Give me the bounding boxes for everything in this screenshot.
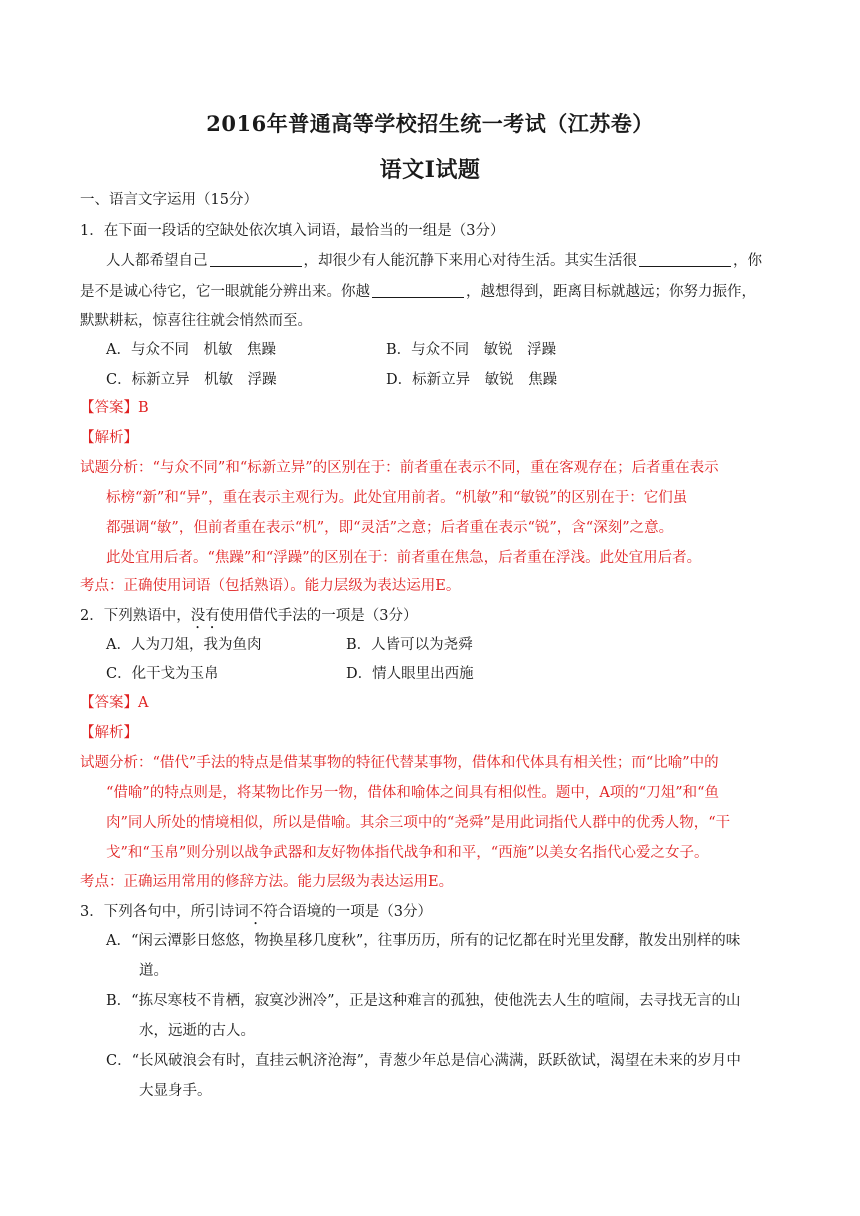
- exam-subtitle: 语文Ⅰ试题: [379, 157, 481, 183]
- q3-option-b-line-2: 水，远逝的古人。: [139, 1023, 255, 1039]
- q1-answer: 【答案】B: [80, 400, 149, 416]
- q1-passage-text: ，你: [733, 253, 762, 269]
- exam-title: 2016年普通高等学校招生统一考试（江苏卷）: [206, 111, 654, 136]
- q1-option-b: B．与众不同 敏锐 浮躁: [386, 342, 557, 358]
- q1-passage-line-2: [80, 282, 756, 302]
- q1-blank-2: [639, 252, 731, 267]
- q3-option-c-line-1: C．“长风破浪会有时，直挂云帆济沧海”，青葱少年总是信心满满，跃跃欲试，渴望在未来的岁月中: [106, 1053, 741, 1069]
- q3-stem: [80, 902, 432, 928]
- q1-analysis-line-4: 此处宜用后者。“焦躁”和“浮躁”的区别在于：前者重在焦急，后者重在浮浅。此处宜用后者。: [106, 550, 702, 566]
- section-heading: 一、语言文字运用（15分）: [80, 192, 258, 208]
- q1-blank-3: [372, 283, 464, 298]
- q2-stem-text: 使用借代手法的一项是（3分）: [219, 608, 418, 624]
- q2-option-c: C．化干戈为玉帛: [106, 666, 219, 682]
- q2-stem-text: 2．下列熟语中，: [80, 608, 191, 624]
- q3-stem-text: 符合语境的一项是（3分）: [263, 904, 432, 920]
- q1-analysis-line-1: 试题分析：“与众不同”和“标新立异”的区别在于：前者重在表示不同，重在客观存在；后者重在表示: [80, 460, 719, 476]
- q3-stem-emphasis: 不: [248, 904, 264, 920]
- q1-kaodian: 考点：正确使用词语（包括熟语）。能力层级为表达运用E。: [80, 578, 461, 594]
- q3-option-a-line-1: A．“闲云潭影日悠悠，物换星移几度秋”，往事历历，所有的记忆都在时光里发酵，散发出别样的味: [106, 933, 741, 949]
- q1-analysis-line-3: 都强调“敏”，但前者重在表示“机”，即“灵活”之意；后者重在表示“锐”，含“深刻”之意。: [106, 520, 674, 536]
- q1-option-c: C．标新立异 机敏 浮躁: [106, 372, 277, 388]
- q3-option-c-line-2: 大显身手。: [139, 1083, 212, 1099]
- q2-analysis-line-1: 试题分析：“借代”手法的特点是借某事物的特征代替某事物，借体和代体具有相关性；而“比喻”中的: [80, 755, 719, 771]
- q1-blank-1: [210, 252, 302, 267]
- q2-option-a: A．人为刀俎，我为鱼肉: [106, 637, 262, 653]
- q2-stem: [80, 606, 417, 632]
- q2-analysis-line-2: “借喻”的特点则是，将某物比作另一物，借体和喻体之间具有相似性。题中，A项的“刀俎”和“鱼: [106, 785, 720, 801]
- q3-stem-text: 3．下列各句中，所引诗词: [80, 904, 249, 920]
- q3-option-b-line-1: B．“拣尽寒枝不肯栖，寂寞沙洲冷”，正是这种难言的孤独，使他洗去人生的喧闹，去寻找无言的山: [106, 993, 741, 1009]
- q1-stem: 1．在下面一段话的空缺处依次填入词语，最恰当的一组是（3分）: [80, 223, 505, 239]
- q2-option-b: B．人皆可以为尧舜: [346, 637, 473, 653]
- q1-option-d: D．标新立异 敏锐 焦躁: [386, 372, 558, 388]
- q1-passage-text: ，越想得到，距离目标就越远；你努力振作，: [466, 284, 756, 300]
- q1-passage-line-3: 默默耕耘，惊喜往往就会悄然而至。: [80, 313, 312, 329]
- q2-kaodian: 考点：正确运用常用的修辞方法。能力层级为表达运用E。: [80, 874, 454, 890]
- q1-jiexi-label: 【解析】: [80, 430, 138, 446]
- q1-passage-text: ，却很少有人能沉静下来用心对待生活。其实生活很: [303, 253, 637, 269]
- q2-jiexi-label: 【解析】: [80, 725, 138, 741]
- q3-option-a-line-2: 道。: [139, 963, 168, 979]
- q2-option-d: D．情人眼里出西施: [346, 666, 474, 682]
- q1-passage-text: 人人都希望自己: [106, 253, 208, 269]
- q2-analysis-line-3: 肉”同人所处的情境相似，所以是借喻。其余三项中的“尧舜”是用此词指代人群中的优秀人物，“干: [106, 815, 731, 831]
- q1-passage-text: 是不是诚心待它，它一眼就能分辨出来。你越: [80, 284, 370, 300]
- q2-answer: 【答案】A: [80, 695, 149, 711]
- q1-passage-line-1: [106, 251, 762, 271]
- q2-stem-emphasis: 没有: [190, 608, 220, 624]
- q1-option-a: A．与众不同 机敏 焦躁: [106, 342, 276, 358]
- q1-analysis-line-2: 标榜“新”和“异”，重在表示主观行为。此处宜用前者。“机敏”和“敏锐”的区别在于：它们虽: [106, 490, 688, 506]
- q2-analysis-line-4: 戈”和“玉帛”则分别以战争武器和友好物体指代战争和和平，“西施”以美女名指代心爱之女子。: [106, 845, 709, 861]
